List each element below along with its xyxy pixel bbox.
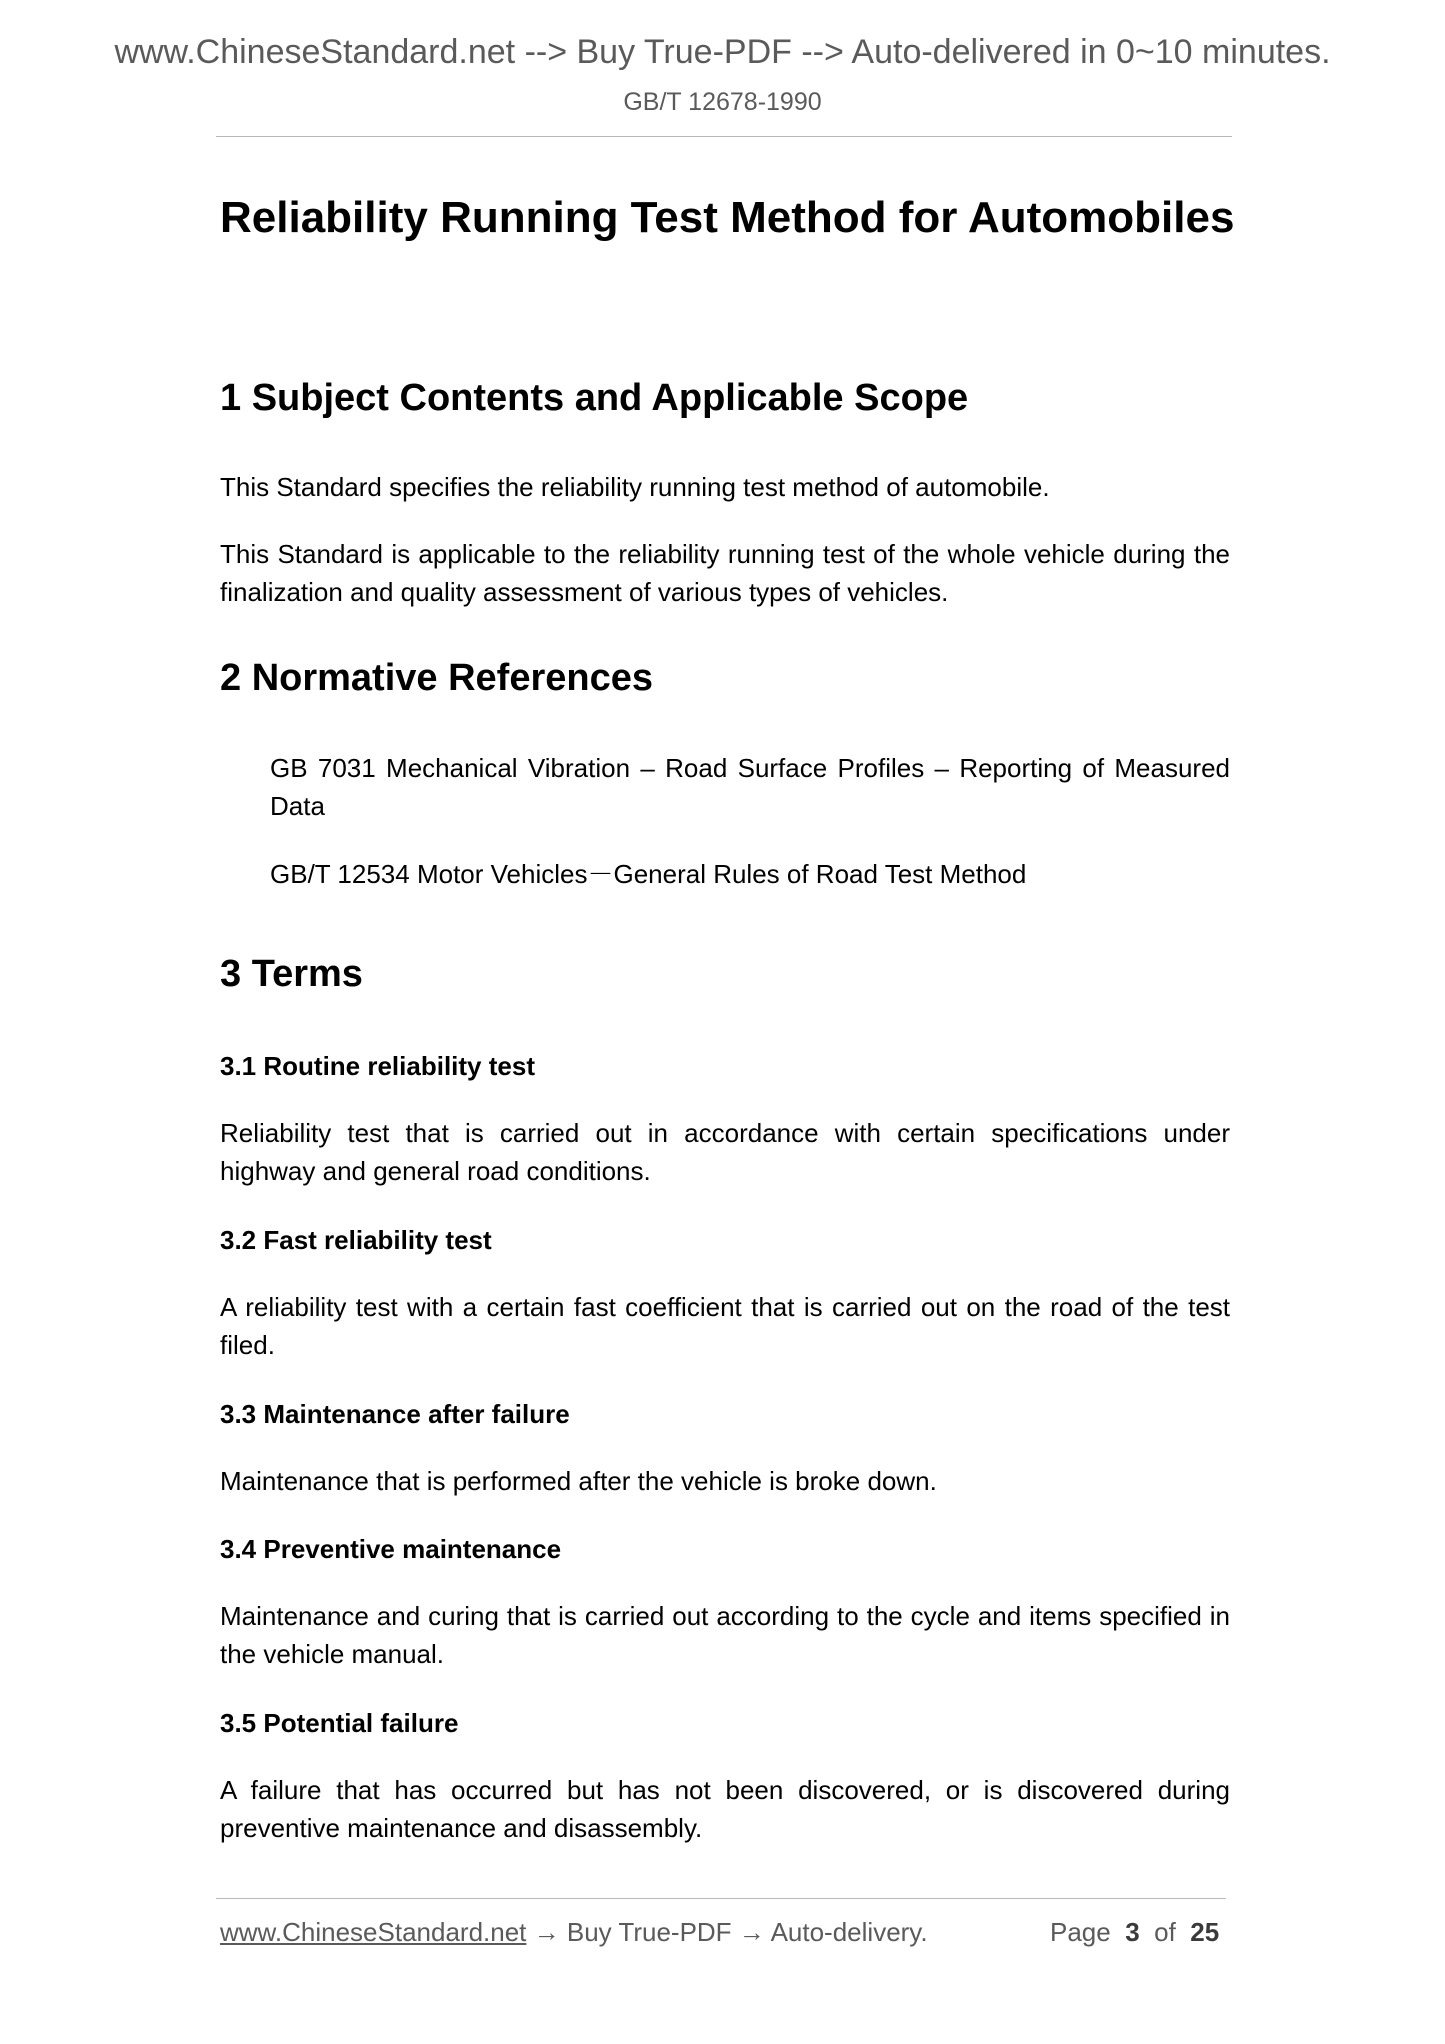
header-banner: www.ChineseStandard.net --> Buy True-PDF --> Auto-delivered in 0~10 minutes. xyxy=(114,33,1331,71)
reference-item-2: GB/T 12534 Motor Vehicles－General Rules of Road Test Method xyxy=(270,859,1027,889)
term-3-5-text: A failure that has occurred but has not been discovered, or is discovered during preventive maintenance and disassembly. xyxy=(220,1775,1230,1843)
term-3-4-title: 3.4 Preventive maintenance xyxy=(220,1534,562,1564)
section-1-paragraph-2: This Standard is applicable to the reliability running test of the whole vehicle during the finalization and quality assessment of various types of vehicles. xyxy=(220,539,1230,607)
document-title: Reliability Running Test Method for Automobiles xyxy=(220,193,1235,242)
term-3-5-title: 3.5 Potential failure xyxy=(220,1708,459,1738)
section-1-paragraph-1: This Standard specifies the reliability running test method of automobile. xyxy=(220,472,1050,502)
page-indicator xyxy=(1050,1914,1219,1950)
section-3-heading: 3 Terms xyxy=(220,953,363,995)
section-2-heading: 2 Normative References xyxy=(220,657,653,699)
term-3-1-text: Reliability test that is carried out in accordance with certain specifications under highway and general road conditions. xyxy=(220,1118,1230,1186)
reference-item-1: GB 7031 Mechanical Vibration – Road Surface Profiles – Reporting of Measured Data xyxy=(270,753,1230,821)
page-total: 25 xyxy=(1190,1917,1220,1947)
header-divider xyxy=(216,136,1232,137)
footer-divider xyxy=(216,1898,1226,1899)
page-current: 3 xyxy=(1125,1917,1140,1947)
term-3-2-title: 3.2 Fast reliability test xyxy=(220,1225,492,1255)
footer-site-link[interactable]: www.ChineseStandard.net xyxy=(220,1917,527,1947)
page-label: Page xyxy=(1050,1917,1111,1947)
term-3-2-text: A reliability test with a certain fast coefficient that is carried out on the road of the test filed. xyxy=(220,1292,1230,1360)
section-1-heading: 1 Subject Contents and Applicable Scope xyxy=(220,377,969,419)
term-3-3-text: Maintenance that is performed after the vehicle is broke down. xyxy=(220,1466,937,1496)
standard-code: GB/T 12678-1990 xyxy=(623,88,822,116)
footer-promo-text: → Buy True-PDF → Auto-delivery. xyxy=(526,1917,928,1947)
footer-promo xyxy=(220,1914,928,1950)
term-3-3-title: 3.3 Maintenance after failure xyxy=(220,1399,570,1429)
term-3-1-title: 3.1 Routine reliability test xyxy=(220,1051,535,1081)
term-3-4-text: Maintenance and curing that is carried out according to the cycle and items specified in the vehicle manual. xyxy=(220,1601,1230,1669)
page-of-label: of xyxy=(1154,1917,1176,1947)
